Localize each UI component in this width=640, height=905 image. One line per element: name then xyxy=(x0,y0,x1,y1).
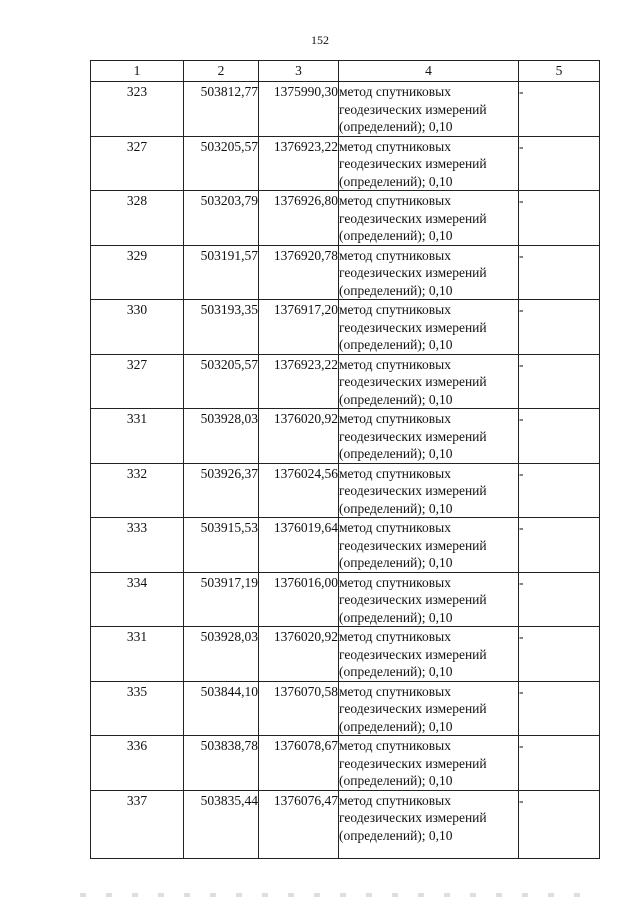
table-row xyxy=(91,736,600,791)
method-cell xyxy=(339,572,519,627)
note-cell: - xyxy=(519,191,600,246)
method-text-line: (определений); 0,10 xyxy=(339,173,453,189)
point-number-cell: 327 xyxy=(91,354,184,409)
method-cell xyxy=(339,790,519,858)
y-coordinate-cell: 1376926,80 xyxy=(259,191,339,246)
method-cell xyxy=(339,354,519,409)
method-text-line: геодезических измерений xyxy=(339,483,487,498)
method-text-line: (определений); 0,10 xyxy=(339,446,453,461)
method-text-line: метод спутниковых xyxy=(339,738,451,753)
y-coordinate-cell: 1376020,92 xyxy=(259,409,339,464)
point-number-cell: 331 xyxy=(91,627,184,682)
method-text-line: (определений); 0,10 xyxy=(339,119,453,134)
point-number-cell: 329 xyxy=(91,245,184,300)
method-text-line: метод спутниковых xyxy=(339,574,451,590)
x-coordinate-cell: 503928,03 xyxy=(184,627,259,682)
method-text-line: (определений); 0,10 xyxy=(339,773,453,788)
header-row xyxy=(91,61,600,82)
method-text-line: геодезических измерений xyxy=(339,156,487,171)
note-cell: - xyxy=(519,82,600,137)
method-text-line: (определений); 0,10 xyxy=(339,282,453,298)
method-text-line: геодезических измерений xyxy=(339,646,487,662)
table-row xyxy=(91,790,600,858)
y-coordinate-cell: 1376070,58 xyxy=(259,681,339,736)
method-text-line: геодезических измерений xyxy=(339,592,487,607)
method-text-line: (определений); 0,10 xyxy=(339,718,453,734)
table-header xyxy=(91,61,600,82)
method-text-line: геодезических измерений xyxy=(339,265,487,280)
y-coordinate-cell: 1376019,64 xyxy=(259,518,339,573)
x-coordinate-cell: 503205,57 xyxy=(184,136,259,191)
method-text-line: геодезических измерений xyxy=(339,101,487,117)
method-text-line: метод спутниковых xyxy=(339,138,451,154)
note-cell: - xyxy=(519,790,600,858)
note-cell: - xyxy=(519,245,600,300)
column-header-4: 4 xyxy=(339,61,519,82)
method-text-line: метод спутниковых xyxy=(339,356,451,372)
y-coordinate-cell: 1376076,47 xyxy=(259,790,339,858)
method-text-line: (определений); 0,10 xyxy=(339,391,453,407)
note-cell: - xyxy=(519,300,600,355)
method-text-line: геодезических измерений xyxy=(339,755,487,771)
method-text-line: метод спутниковых xyxy=(339,84,451,99)
point-number-cell: 327 xyxy=(91,136,184,191)
method-text-line: (определений); 0,10 xyxy=(339,827,453,843)
method-cell xyxy=(339,463,519,518)
note-cell: - xyxy=(519,681,600,736)
table-row xyxy=(91,82,600,137)
method-text-line: (определений); 0,10 xyxy=(339,337,453,352)
method-text-line: метод спутниковых xyxy=(339,792,451,808)
note-cell: - xyxy=(519,136,600,191)
method-text-line: геодезических измерений xyxy=(339,374,487,389)
note-cell: - xyxy=(519,518,600,573)
point-number-cell: 336 xyxy=(91,736,184,791)
method-text-line: (определений); 0,10 xyxy=(339,228,453,243)
method-cell xyxy=(339,627,519,682)
y-coordinate-cell: 1376917,20 xyxy=(259,300,339,355)
x-coordinate-cell: 503915,53 xyxy=(184,518,259,573)
point-number-cell: 334 xyxy=(91,572,184,627)
column-header-5: 5 xyxy=(519,61,600,82)
table-row xyxy=(91,245,600,300)
y-coordinate-cell: 1376024,56 xyxy=(259,463,339,518)
y-coordinate-cell: 1375990,30 xyxy=(259,82,339,137)
y-coordinate-cell: 1376016,00 xyxy=(259,572,339,627)
point-number-cell: 323 xyxy=(91,82,184,137)
y-coordinate-cell: 1376020,92 xyxy=(259,627,339,682)
method-cell xyxy=(339,518,519,573)
note-cell: - xyxy=(519,572,600,627)
table-row xyxy=(91,463,600,518)
method-text-line: (определений); 0,10 xyxy=(339,664,453,679)
x-coordinate-cell: 503838,78 xyxy=(184,736,259,791)
method-text-line: геодезических измерений xyxy=(339,537,487,553)
method-text-line: геодезических измерений xyxy=(339,810,487,825)
method-cell xyxy=(339,681,519,736)
x-coordinate-cell: 503191,57 xyxy=(184,245,259,300)
method-text-line: геодезических измерений xyxy=(339,319,487,335)
point-number-cell: 335 xyxy=(91,681,184,736)
coordinates-table xyxy=(90,60,600,859)
method-text-line: метод спутниковых xyxy=(339,302,451,317)
x-coordinate-cell: 503844,10 xyxy=(184,681,259,736)
table-row xyxy=(91,191,600,246)
y-coordinate-cell: 1376920,78 xyxy=(259,245,339,300)
column-header-2: 2 xyxy=(184,61,259,82)
table-row xyxy=(91,681,600,736)
method-text-line: метод спутниковых xyxy=(339,683,451,699)
point-number-cell: 337 xyxy=(91,790,184,858)
x-coordinate-cell: 503203,79 xyxy=(184,191,259,246)
method-cell xyxy=(339,736,519,791)
point-number-cell: 332 xyxy=(91,463,184,518)
method-text-line: метод спутниковых xyxy=(339,629,451,644)
method-text-line: метод спутниковых xyxy=(339,465,451,481)
x-coordinate-cell: 503835,44 xyxy=(184,790,259,858)
method-text-line: геодезических измерений xyxy=(339,428,487,444)
page-number: 152 xyxy=(311,33,329,47)
scan-artifact xyxy=(80,893,600,897)
column-header-3: 3 xyxy=(259,61,339,82)
point-number-cell: 328 xyxy=(91,191,184,246)
method-text-line: метод спутниковых xyxy=(339,247,451,263)
method-cell xyxy=(339,82,519,137)
column-header-1: 1 xyxy=(91,61,184,82)
note-cell: - xyxy=(519,627,600,682)
table-row xyxy=(91,136,600,191)
x-coordinate-cell: 503812,77 xyxy=(184,82,259,137)
note-cell: - xyxy=(519,354,600,409)
method-text-line: геодезических измерений xyxy=(339,701,487,716)
method-cell xyxy=(339,409,519,464)
y-coordinate-cell: 1376923,22 xyxy=(259,354,339,409)
method-text-line: (определений); 0,10 xyxy=(339,500,453,516)
point-number-cell: 331 xyxy=(91,409,184,464)
method-text-line: (определений); 0,10 xyxy=(339,609,453,625)
table-row xyxy=(91,518,600,573)
method-text-line: геодезических измерений xyxy=(339,210,487,226)
method-cell xyxy=(339,136,519,191)
method-cell xyxy=(339,191,519,246)
table-row xyxy=(91,572,600,627)
method-cell xyxy=(339,300,519,355)
x-coordinate-cell: 503917,19 xyxy=(184,572,259,627)
method-cell xyxy=(339,245,519,300)
y-coordinate-cell: 1376923,22 xyxy=(259,136,339,191)
point-number-cell: 333 xyxy=(91,518,184,573)
table-body xyxy=(91,82,600,859)
point-number-cell: 330 xyxy=(91,300,184,355)
table-row xyxy=(91,300,600,355)
method-text-line: метод спутниковых xyxy=(339,411,451,426)
x-coordinate-cell: 503928,03 xyxy=(184,409,259,464)
x-coordinate-cell: 503205,57 xyxy=(184,354,259,409)
y-coordinate-cell: 1376078,67 xyxy=(259,736,339,791)
method-text-line: метод спутниковых xyxy=(339,193,451,208)
method-text-line: метод спутниковых xyxy=(339,520,451,535)
method-text-line: (определений); 0,10 xyxy=(339,555,453,570)
table-row xyxy=(91,409,600,464)
note-cell: - xyxy=(519,463,600,518)
x-coordinate-cell: 503193,35 xyxy=(184,300,259,355)
note-cell: - xyxy=(519,736,600,791)
table-row xyxy=(91,627,600,682)
table-row xyxy=(91,354,600,409)
note-cell: - xyxy=(519,409,600,464)
x-coordinate-cell: 503926,37 xyxy=(184,463,259,518)
